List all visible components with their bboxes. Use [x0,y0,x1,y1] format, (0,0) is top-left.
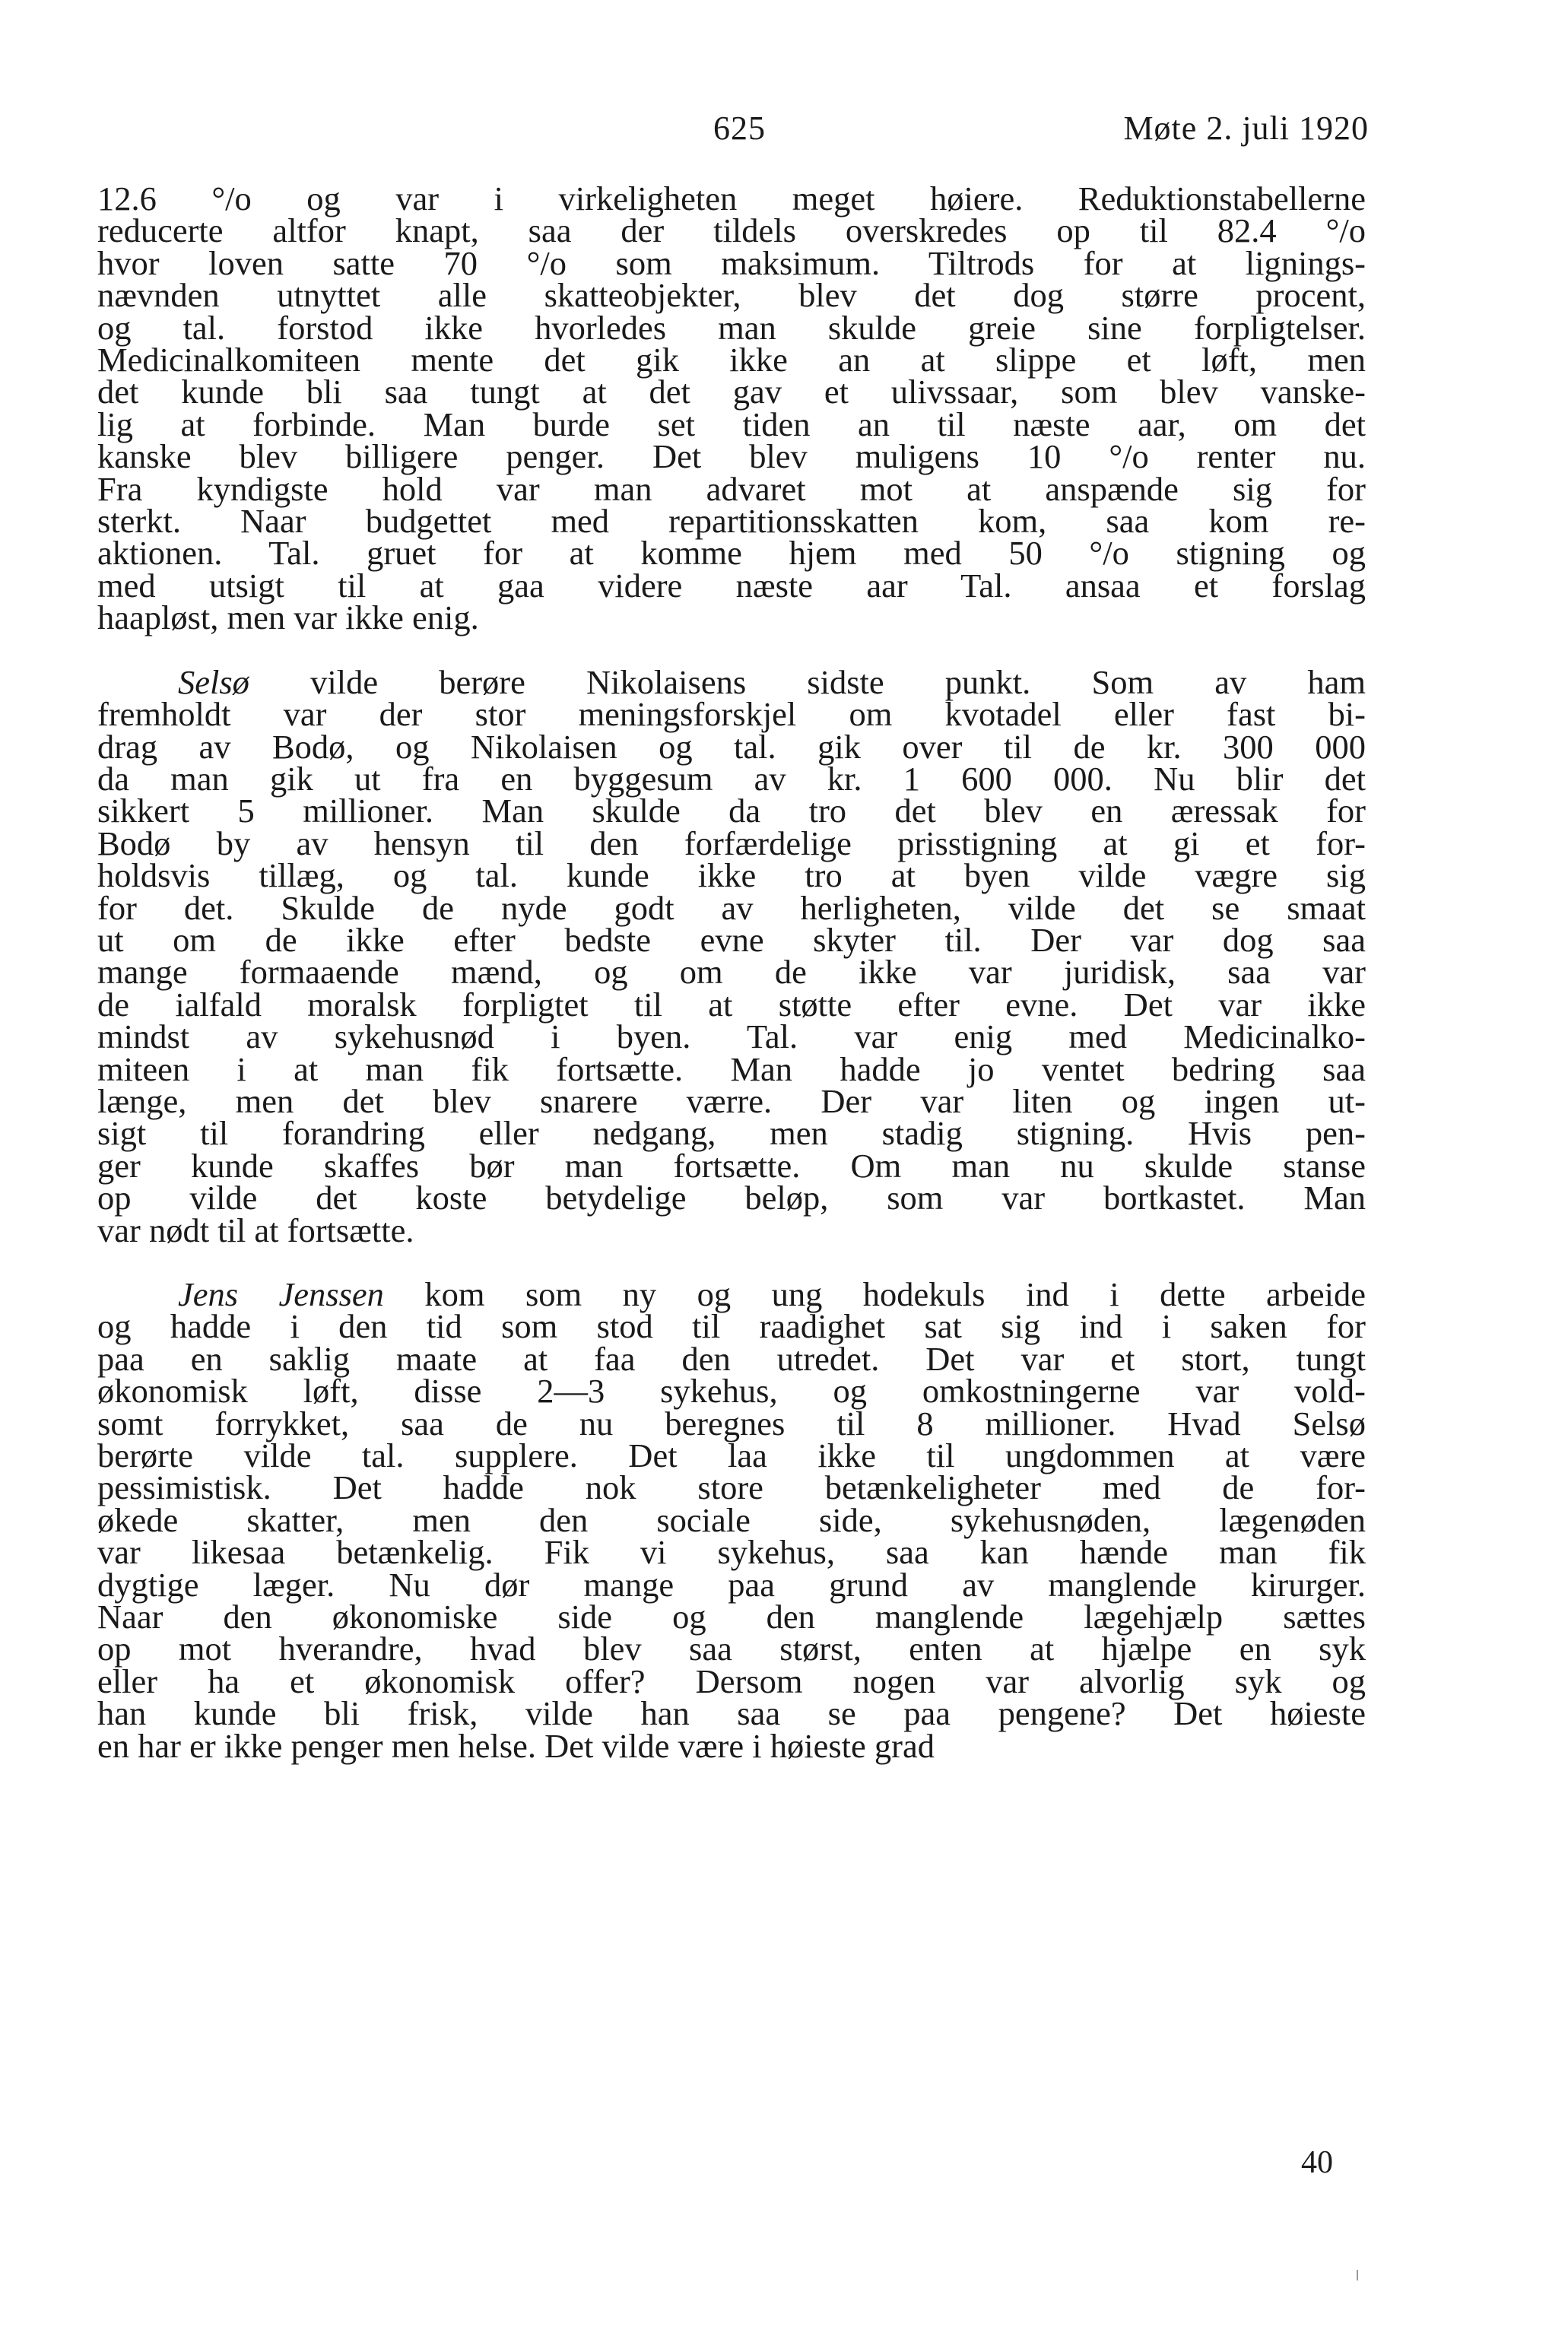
text-line [97,662,1366,701]
line-text: hvor loven satte 70 °/o som maksimum. Tiltrods for at lignings- [97,243,1366,282]
text-line [97,1211,1366,1249]
paragraph-jens-jenssen [97,1275,1366,1765]
signature-mark: 40 [1301,2145,1333,2180]
text-line [97,373,1366,411]
line-text: sigt til forandring eller nedgang, men stadig stigning. Hvis pen- [97,1114,1366,1153]
line-text: de ialfald moralsk forpligtet til at støtte efter evne. Det var ikke [97,985,1366,1024]
line-text: mange formaaende mænd, og om de ikke var juridisk, saa var [97,953,1366,992]
text-line [97,1114,1366,1153]
body-text [97,179,1366,1765]
line-text: økonomisk løft, disse 2—3 sykehus, og omkostningerne var vold- [97,1372,1366,1411]
line-text: nævnden utnyttet alle skatteobjekter, blev det dog større procent, [97,276,1366,315]
speaker-name: Selsø [178,662,249,701]
line-text: op vilde det koste betydelige beløp, som var bortkastet. Man [97,1179,1366,1217]
text-line [97,1533,1366,1572]
line-text: 12.6 °/o og var i virkeligheten meget høiere. Reduktionstabellerne [97,179,1366,217]
text-line [97,598,1366,637]
text-line [97,920,1366,959]
text-line [97,1307,1366,1346]
line-text: mindst av sykehusnød i byen. Tal. var enig med Medicinalko- [97,1017,1366,1056]
line-text: kanske blev billigere penger. Det blev muligens 10 °/o renter nu. [97,437,1366,476]
line-text: for det. Skulde de nyde godt av herligheten, vilde det se smaat [97,888,1366,927]
line-text: Fra kyndigste hold var man advaret mot at anspænde sig for [97,469,1366,508]
text-line [97,695,1366,734]
text-line [97,1726,1366,1765]
text-line [97,502,1366,541]
text-line [97,824,1366,862]
text-line [97,792,1366,830]
line-text: en har er ikke penger men helse. Det vilde være i høieste grad [97,1726,935,1765]
text-line [97,1598,1366,1636]
text-line [97,243,1366,282]
line-text: var nødt til at fortsætte. [97,1211,414,1249]
text-line [97,1468,1366,1507]
text-line [97,1081,1366,1120]
line-text: holdsvis tillæg, og tal. kunde ikke tro at byen vilde vægre sig [97,856,1366,895]
page-number: 625 [713,110,766,147]
text-line [97,1404,1366,1443]
line-text: Medicinalkomiteen mente det gik ikke an at slippe et løft, men [97,341,1366,379]
text-line [97,1017,1366,1056]
print-speck [1357,2270,1358,2280]
text-line [97,405,1366,443]
line-text: sikkert 5 millioner. Man skulde da tro det blev en æressak for [97,792,1366,830]
line-text: da man gik ut fra en byggesum av kr. 1 600 000. Nu blir det [97,759,1366,798]
line-text: sterkt. Naar budgettet med repartitionsskatten kom, saa kom re- [97,502,1366,541]
line-text: reducerte altfor knapt, saa der tildels overskredes op til 82.4 °/o [97,211,1366,250]
line-text: økede skatter, men den sociale side, sykehusnøden, lægenøden [97,1500,1366,1539]
text-line [97,308,1366,347]
text-line [97,727,1366,766]
line-text: haapløst, men var ikke enig. [97,598,479,637]
text-line [97,1339,1366,1378]
line-text: lig at forbinde. Man burde set tiden an til næste aar, om det [97,405,1366,443]
line-text: længe, men det blev snarere værre. Der var liten og ingen ut- [97,1081,1366,1120]
text-line [97,341,1366,379]
line-text: aktionen. Tal. gruet for at komme hjem med 50 °/o stigning og [97,534,1366,573]
text-line [97,1179,1366,1217]
text-line [97,1662,1366,1700]
text-line [97,1630,1366,1668]
text-line [97,469,1366,508]
text-line [97,1436,1366,1475]
line-text: paa en saklig maate at faa den utredet. Det var et stort, tungt [97,1339,1366,1378]
text-line [97,1146,1366,1185]
paragraph-selso [97,662,1366,1249]
text-line [97,1500,1366,1539]
text-line [97,276,1366,315]
text-line [97,759,1366,798]
text-line [97,566,1366,605]
line-text: berørte vilde tal. supplere. Det laa ikke til ungdommen at være [97,1436,1366,1475]
line-text: fremholdt var der stor meningsforskjel om kvotadel eller fast bi- [97,695,1366,734]
line-text: han kunde bli frisk, vilde han saa se paa pengene? Det høieste [97,1694,1366,1733]
line-text: Naar den økonomiske side og den manglende lægehjælp sættes [97,1598,1366,1636]
line-text: det kunde bli saa tungt at det gav et ulivssaar, som blev vanske- [97,373,1366,411]
line-text: ut om de ikke efter bedste evne skyter til. Der var dog saa [97,920,1366,959]
text-line [97,179,1366,217]
line-text: dygtige læger. Nu dør mange paa grund av manglende kirurger. [97,1565,1366,1604]
line-text: var likesaa betænkelig. Fik vi sykehus, saa kan hænde man fik [97,1533,1366,1572]
line-text: somt forrykket, saa de nu beregnes til 8 millioner. Hvad Selsø [97,1404,1366,1443]
text-line [97,211,1366,250]
text-line [97,1275,1366,1313]
running-head: Møte 2. juli 1920 [1123,110,1369,147]
line-text: med utsigt til at gaa videre næste aar Tal. ansaa et forslag [97,566,1366,605]
line-text: vilde berøre Nikolaisens sidste punkt. Som av ham [310,662,1366,701]
line-text: kom som ny og ung hodekuls ind i dette arbeide [424,1275,1366,1313]
text-line [97,534,1366,573]
line-text: og tal. forstod ikke hvorledes man skulde greie sine forpligtelser. [97,308,1366,347]
line-text: op mot hverandre, hvad blev saa størst, enten at hjælpe en syk [97,1630,1366,1668]
text-line [97,953,1366,992]
line-text: ger kunde skaffes bør man fortsætte. Om man nu skulde stanse [97,1146,1366,1185]
paragraph-1 [97,179,1366,637]
text-line [97,1694,1366,1733]
line-text: Bodø by av hensyn til den forfærdelige prisstigning at gi et for- [97,824,1366,862]
line-text: miteen i at man fik fortsætte. Man hadde jo ventet bedring saa [97,1049,1366,1088]
text-line [97,856,1366,895]
text-line [97,437,1366,476]
line-text: drag av Bodø, og Nikolaisen og tal. gik over til de kr. 300 000 [97,727,1366,766]
line-text: pessimistisk. Det hadde nok store betænkeligheter med de for- [97,1468,1366,1507]
text-line [97,1049,1366,1088]
speaker-name: Jens Jenssen [178,1275,384,1313]
text-line [97,1565,1366,1604]
text-line [97,888,1366,927]
line-text: og hadde i den tid som stod til raadighet sat sig ind i saken for [97,1307,1366,1346]
line-text: eller ha et økonomisk offer? Dersom nogen var alvorlig syk og [97,1662,1366,1700]
text-line [97,1372,1366,1411]
text-line [97,985,1366,1024]
